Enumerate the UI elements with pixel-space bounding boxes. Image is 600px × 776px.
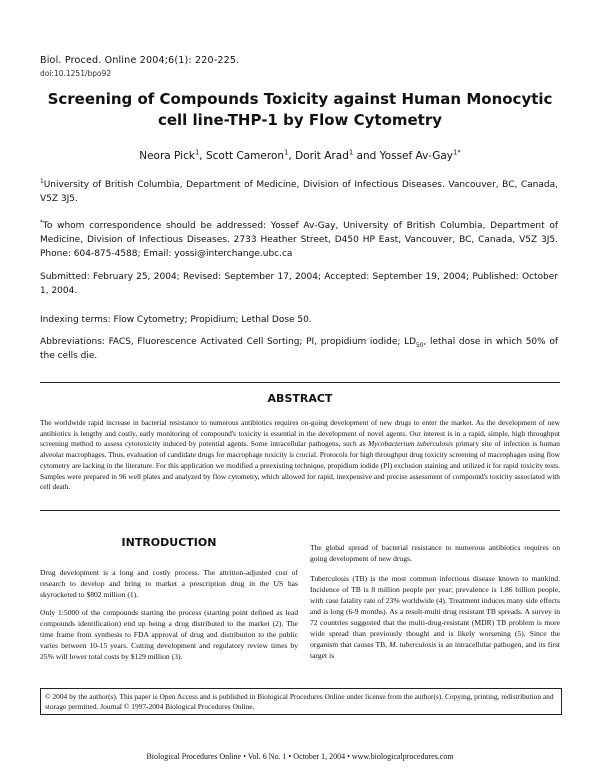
abstract-text-part: primary site of infection is human alveolar macrophages. Thus, evaluation of candidate drugs for macrophage toxicity is crucial. Protocols for high throughput drug toxicity screening of macrophages using flow cytometry are lacking in the literature. For this application we modified a preexisting technique, propidium iodide (PI) exclusion staining and utilized it for rapid toxicity tests. Samples were prepared in 96 well plates and analyzed by flow cytometry, which allowed for rapid, inexpensive and precise assessment of compound's toxicity associated with cell death. — [40, 439, 560, 492]
affiliation-mark: 1 — [40, 179, 44, 185]
author-separator: , — [288, 150, 296, 162]
author-affiliation-mark: 1 — [348, 148, 354, 157]
abbreviations-text-end: , lethal dose in which 50% of the cells die. — [40, 337, 559, 361]
author-name: Yossef Av-Gay — [379, 150, 453, 162]
abbreviations — [40, 335, 558, 363]
introduction-column — [40, 536, 298, 669]
license-box: © 2004 by the author(s). This paper is Open Access and is published in Biological Procedures Online under license from the author(s). Copying, printing, redistribution and storage permitted. Journal © 1997-2004 Biological Procedures Online. — [40, 688, 562, 715]
author-affiliation-mark: 1 — [194, 148, 200, 157]
correspondence-text: To whom correspondence should be addressed: Yossef Av-Gay, University of British Columbia, Department of Medicine, Division of Infectious Diseases. 2733 Heather Street, D450 HP East, Vancouver, BC, Canada, V5Z 3J5. Phone: 604-875-4588; Email: yossi@interchange.ubc.ca — [40, 221, 558, 259]
abstract-italic-organism: Mycobacterium tuberculosis — [368, 439, 453, 449]
author-name: Scott Cameron — [205, 150, 285, 162]
abstract-text — [40, 418, 560, 493]
abstract-bottom-rule — [40, 510, 560, 511]
author-affiliation-mark: 1* — [453, 148, 461, 157]
author-name: Neora Pick — [139, 150, 195, 162]
body-text-part: Tuberculosis (TB) is the most common infectious disease known to mankind. Incidence of TB is 8 million people per year; prevalence is 1.86 billion people, with case fatality rate of 23% worldwide (4). Treatment induces many side effects and is long (6-9 months). As a result-multi drug resistant TB spreads. A survey in 72 countries suggested that the multi-drug-resistant (MDR) TB problem is more wide spread than previously thought and is likely worsening (5). Since the organism that causes TB, — [310, 574, 560, 649]
indexing-terms: Indexing terms: Flow Cytometry; Propidium; Lethal Dose 50. — [40, 315, 312, 325]
correspondence — [40, 219, 558, 261]
author-affiliation-mark: 1 — [284, 148, 289, 157]
abbreviations-text: Abbreviations: FACS, Fluorescence Activated Cell Sorting; PI, propidium iodide; LD — [40, 337, 417, 347]
affiliation — [40, 178, 558, 206]
submission-dates: Submitted: February 25, 2004; Revised: September 17, 2004; Accepted: September 19, 2004; Published: October 1, 2004. — [40, 272, 558, 296]
introduction-paragraph: Drug development is a long and costly process. The attrition-adjusted cost of research to develop and bring to market a prescription drug in the US has skyrocketed to $802 million (1). — [40, 568, 298, 599]
journal-citation: Biol. Proced. Online 2004;6(1): 220-225. — [40, 55, 240, 66]
abstract-text-part: The worldwide rapid increase in bacterial resistance to numerous antibiotics requires on-going development of new drugs to enter the market. As the development of new antibiotics is lengthy and costly, early monitoring of compound's toxicity is essential in the development of novel agents. Our interest is in a rapid, simple, high throughput screening method to assess cytotoxicity induced by potential agents. Some intracellular pathogens, such as — [40, 418, 560, 449]
introduction-heading: INTRODUCTION — [121, 536, 217, 549]
author-name: Dorit Arad — [295, 150, 349, 162]
page-footer: Biological Procedures Online • Vol. 6 No. 1 • October 1, 2004 • www.biologicalprocedures.com — [146, 752, 454, 761]
abstract-top-rule — [40, 382, 560, 383]
body-text-part: is an intracellular pathogen, and its first target is — [310, 640, 561, 660]
introduction-paragraph: Only 1:5000 of the compounds starting the process (starting point defined as lead compounds identification) end up being a drug distributed to the market (2). The time frame from synthesis to FDA approval of drug and distribution to the public varies between 10-15 years. Cutting development and regulatory review times by 25% will lower total costs by $129 million (3). — [40, 608, 298, 661]
correspondence-mark: * — [40, 220, 43, 226]
body-paragraph — [310, 573, 560, 661]
author-separator: , — [199, 150, 206, 162]
doi: doi:10.1251/bpo92 — [40, 69, 112, 78]
paper-title: Screening of Compounds Toxicity against Human Monocytic cell line-THP-1 by Flow Cytometry — [47, 90, 553, 129]
affiliation-text: University of British Columbia, Department of Medicine, Division of Infectious Diseases. Vancouver, BC, Canada, V5Z 3J5. — [40, 180, 558, 204]
abstract-heading: ABSTRACT — [267, 392, 333, 405]
abbreviations-subscript: 50 — [416, 342, 424, 349]
body-paragraph: The global spread of bacterial resistance to numerous antibiotics requires on going development of new drugs. — [310, 543, 560, 563]
author-list — [40, 150, 560, 162]
author-and: and — [353, 150, 380, 162]
body-italic-organism: M. tuberculosis — [389, 640, 437, 649]
right-column — [310, 542, 560, 670]
